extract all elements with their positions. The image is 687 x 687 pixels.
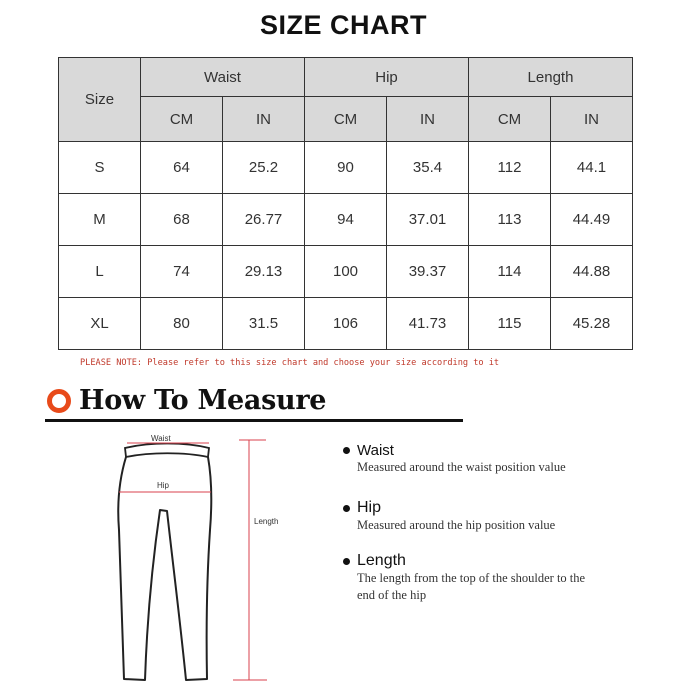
- size-cell: S: [59, 142, 141, 194]
- waist-figure-label: Waist: [151, 434, 171, 443]
- table-cell: 37.01: [387, 194, 469, 246]
- table-cell: 80: [141, 298, 223, 350]
- table-row: [59, 298, 633, 350]
- bullet-icon: [343, 558, 350, 565]
- waist-group-header: Waist: [141, 58, 305, 97]
- table-cell: 114: [469, 246, 551, 298]
- hip-group-header: Hip: [305, 58, 469, 97]
- length-group-header: Length: [469, 58, 633, 97]
- unit-header: CM: [469, 97, 551, 142]
- table-cell: 100: [305, 246, 387, 298]
- size-column-header: Size: [59, 58, 141, 142]
- table-row: [59, 246, 633, 298]
- size-cell: XL: [59, 298, 141, 350]
- circle-bullet-icon: [47, 389, 71, 413]
- table-cell: 115: [469, 298, 551, 350]
- size-note: PLEASE NOTE: Please refer to this size chart and choose your size according to it: [80, 358, 500, 368]
- hip-figure-label: Hip: [157, 481, 170, 490]
- table-cell: 112: [469, 142, 551, 194]
- table-unit-row: [59, 97, 633, 142]
- bullet-icon: [343, 447, 350, 454]
- size-cell: L: [59, 246, 141, 298]
- length-figure-label: Length: [254, 517, 279, 526]
- table-row: [59, 142, 633, 194]
- how-to-measure-title: How To Measure: [79, 385, 327, 416]
- bullet-icon: [343, 505, 350, 512]
- table-cell: 90: [305, 142, 387, 194]
- table-cell: 39.37: [387, 246, 469, 298]
- table-cell: 68: [141, 194, 223, 246]
- table-cell: 44.49: [551, 194, 633, 246]
- table-header-row: [59, 58, 633, 97]
- unit-header: CM: [305, 97, 387, 142]
- table-cell: 44.88: [551, 246, 633, 298]
- measure-item-length: [343, 552, 597, 604]
- table-cell: 64: [141, 142, 223, 194]
- unit-header: CM: [141, 97, 223, 142]
- measure-description: Measured around the waist position value: [357, 460, 566, 474]
- measure-name: Length: [357, 552, 406, 569]
- size-cell: M: [59, 194, 141, 246]
- table-cell: 35.4: [387, 142, 469, 194]
- table-cell: 41.73: [387, 298, 469, 350]
- measure-description: The length from the top of the shoulder to the end of the hip: [357, 571, 586, 602]
- pants-outline: [118, 457, 211, 680]
- table-cell: 45.28: [551, 298, 633, 350]
- heading-underline: [45, 419, 463, 422]
- measure-name: Hip: [357, 499, 382, 516]
- measure-description: Measured around the hip position value: [357, 518, 556, 532]
- how-to-measure-heading: [47, 385, 326, 416]
- unit-header: IN: [551, 97, 633, 142]
- size-chart-table: [58, 57, 633, 350]
- unit-header: IN: [387, 97, 469, 142]
- table-cell: 31.5: [223, 298, 305, 350]
- waistband-outline: [125, 444, 209, 458]
- table-cell: 26.77: [223, 194, 305, 246]
- table-row: [59, 194, 633, 246]
- table-cell: 44.1: [551, 142, 633, 194]
- table-cell: 94: [305, 194, 387, 246]
- measure-item-waist: [343, 442, 607, 476]
- table-cell: 74: [141, 246, 223, 298]
- table-cell: 29.13: [223, 246, 305, 298]
- table-cell: 106: [305, 298, 387, 350]
- unit-header: IN: [223, 97, 305, 142]
- measure-name: Waist: [357, 442, 394, 459]
- table-cell: 113: [469, 194, 551, 246]
- measure-item-hip: [343, 499, 607, 534]
- table-cell: 25.2: [223, 142, 305, 194]
- page-title: SIZE CHART: [260, 10, 427, 40]
